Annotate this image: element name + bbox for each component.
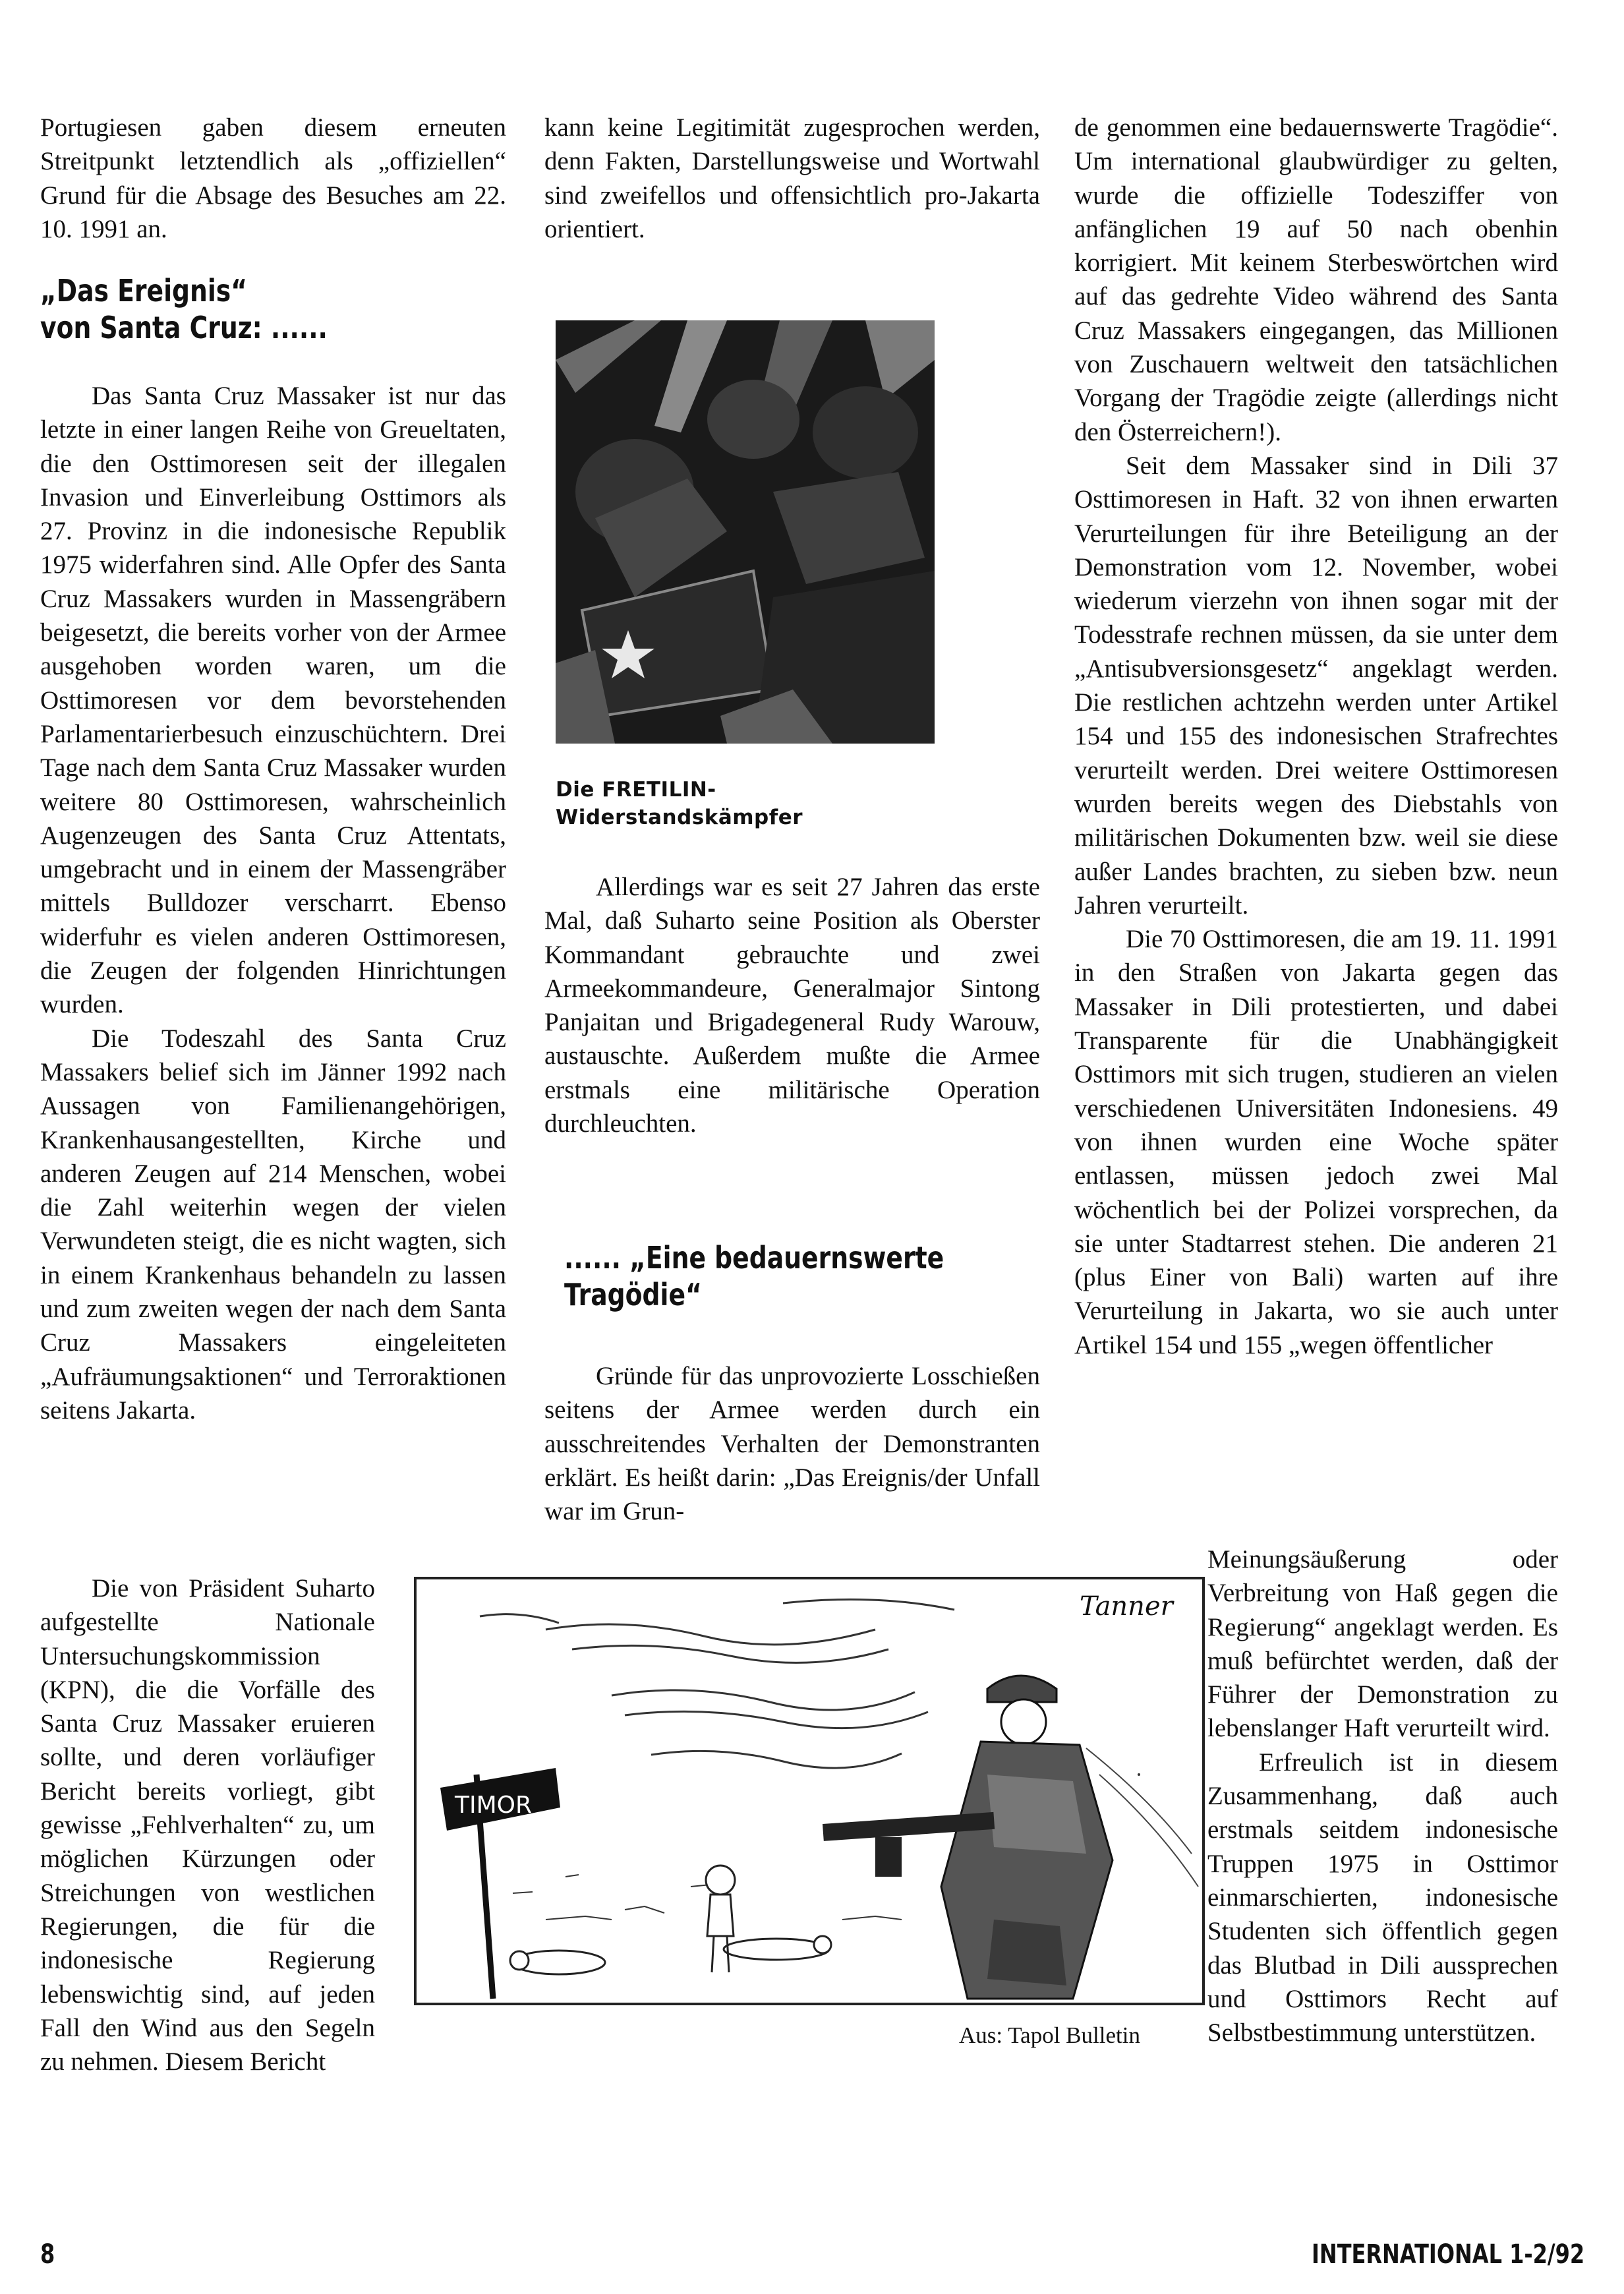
column-2-top — [544, 111, 1040, 246]
section-heading-tragoedie — [564, 1239, 944, 1313]
intro-paragraph: Portugiesen gaben diesem erneuten Streitpunkt letztendlich als „offiziellen“ Grund für die Absage des Besuches am 22. 10. 1991 an. — [40, 113, 506, 243]
heading-line: ...... „Eine bedauernswerte — [564, 1240, 944, 1276]
section-heading-santa-cruz — [40, 272, 328, 346]
body-paragraph: kann keine Legitimität zugesprochen werden, denn Fakten, Darstellungsweise und Wortwahl sind zweifellos und offensichtlich pro-Jakarta orientiert. — [544, 113, 1040, 243]
column-2-middle — [544, 870, 1040, 1140]
column-1-body — [40, 379, 506, 1427]
fretilin-photo — [556, 320, 935, 744]
column-3-body — [1074, 111, 1558, 1362]
column-3-narrow — [1207, 1543, 1558, 2049]
body-paragraph: Die 70 Osttimoresen, die am 19. 11. 1991 in den Straßen von Jakarta gegen das Massaker in Dili protestierten, und dabei Transparente für die Unabhängigkeit Osttimors mit sich trugen, studieren an vielen verschiedenen Universitäten Indonesiens. 49 von ihnen wurden eine Woche später entlassen, müssen jedoch zwei Mal wöchentlich bei der Polizei vorsprechen, da sie unter Stadtarrest stehen. Die anderen 21 (plus Einer von Bali) warten auf ihre Verurteilung in Jakarta, wo sie auch unter Artikel 154 und 155 „wegen öffentlicher — [1074, 925, 1558, 1359]
cartoon-drawing — [414, 1577, 1205, 2005]
cartoon-credit: Aus: Tapol Bulletin — [959, 2022, 1140, 2048]
body-paragraph: Die von Präsident Suharto aufgestellte Nationale Untersuchungskommission (KPN), die die Vorfälle des Santa Cruz Massaker eruieren sollte, und deren vorläufiger Bericht bereits vorliegt, gibt gewisse „Fehlverhalten“ zu, um möglichen Kürzungen oder Streichungen von westlichen Regierungen, die für die indonesische Regierung lebenswichtig sind, auf jeden Fall den Wind aus den Segeln zu nehmen. Diesem Bericht — [40, 1574, 375, 2076]
photo-image — [556, 320, 935, 744]
column-2-bottom — [544, 1359, 1040, 1528]
cartoon-sign-text: TIMOR — [455, 1792, 533, 1819]
body-paragraph: Die Todeszahl des Santa Cruz Massakers belief sich im Jänner 1992 nach Aussagen von Familienangehörigen, Krankenhausangestellten, Kirche und anderen Zeugen auf 214 Menschen, wobei die Zahl weiterhin wegen der vielen Verwundeten steigt, die es nicht wagten, sich in einem Krankenhaus behandeln zu lassen und zum zweiten wegen der nach dem Santa Cruz Massakers eingeleiteten „Aufräumungsaktionen“ und Terroraktionen seitens Jakarta. — [40, 1024, 506, 1425]
column-1-intro — [40, 111, 506, 246]
page-number: 8 — [40, 2239, 55, 2270]
photo-caption — [556, 776, 925, 831]
body-paragraph: de genommen eine bedauernswerte Tragödie“. Um international glaubwürdiger zu gelten, wurde die offizielle Todesziffer von anfänglichen 19 auf 50 nach obenhin korrigiert. Mit keinem Sterbeswörtchen wird auf das gedrehte Video während des Santa Cruz Massakers eingegangen, das Millionen von Zuschauern weltweit den tatsächlichen Vorgang der Tragödie zeigte (allerdings nicht den Österreichern!). — [1074, 113, 1558, 446]
body-paragraph: Gründe für das unprovozierte Losschießen seitens der Armee werden durch ein ausschreitendes Verhalten der Demonstranten erklärt. Es heißt darin: „Das Ereignis/der Unfall war im Grun- — [544, 1362, 1040, 1526]
body-paragraph: Allerdings war es seit 27 Jahren das erste Mal, daß Suharto seine Position als Oberster Kommandant gebrauchte und zwei Armeekommandeure, Generalmajor Sintong Panjaitan und Brigadegeneral Rudy Warouw, austauschte. Außerdem mußte die Armee erstmals eine militärische Operation durchleuchten. — [544, 873, 1040, 1138]
body-paragraph: Meinungsäußerung oder Verbreitung von Haß gegen die Regierung“ angeklagt werden. Es muß befürchtet werden, daß der Führer der Demonstration zu lebenslanger Haft verurteilt wird. — [1207, 1545, 1558, 1743]
magazine-issue: INTERNATIONAL 1-2/92 — [1312, 2239, 1585, 2270]
heading-line: „Das Ereignis“ — [40, 273, 248, 309]
body-paragraph: Das Santa Cruz Massaker ist nur das letzte in einer langen Reihe von Greueltaten, die den Osttimoresen seit der illegalen Invasion und Einverleibung Osttimors als 27. Provinz in die indonesische Republik 1975 widerfahren sind. Alle Opfer des Santa Cruz Massakers wurden in Massengräbern beigesetzt, die bereits vorher von der Armee ausgehoben worden waren, um die Osttimoresen vor dem bevorstehenden Parlamentarierbesuch einzuschüchtern. Drei Tage nach dem Santa Cruz Massaker wurden weitere 80 Osttimoresen, wahrscheinlich Augenzeugen des Santa Cruz Attentats, umgebracht und in einem der Massengräber mittels Bulldozer verscharrt. Ebenso widerfuhr es vielen anderen Osttimoresen, die Zeugen der folgenden Hinrichtungen wurden. — [40, 382, 506, 1019]
column-1-narrow — [40, 1572, 375, 2078]
cartoon-signature: Tanner — [1080, 1591, 1173, 1622]
body-paragraph: Seit dem Massaker sind in Dili 37 Osttimoresen in Haft. 32 von ihnen erwarten Verurteilungen für ihre Beteiligung an der Demonstration vom 12. November, wobei wiederum vierzehn von ihnen sogar mit der Todesstrafe rechnen müssen, da sie unter dem „Antisubversionsgesetz“ angeklagt werden. Die restlichen achtzehn werden unter Artikel 154 und 155 des indonesischen Strafrechtes verurteilt werden. Drei weitere Osttimoresen wurden bereits wegen des Diebstahls von militärischen Dokumenten bzw. weil sie diese außer Landes brachten, zu sieben bzw. neun Jahren verurteilt. — [1074, 451, 1558, 920]
caption-text: Die FRETILIN-Widerstandskämpfer — [556, 778, 803, 829]
heading-line: von Santa Cruz: ...... — [40, 310, 328, 345]
body-paragraph: Erfreulich ist in diesem Zusammenhang, daß auch erstmals seitdem indonesische Truppen 1975 in Osttimor einmarschierten, indonesische Studenten sich öffentlich gegen das Blutbad in Dili aussprechen und Osttimors Recht auf Selbstbestimmung unterstützen. — [1207, 1748, 1558, 2047]
political-cartoon — [414, 1577, 1205, 2005]
heading-line: Tragödie“ — [564, 1277, 702, 1312]
